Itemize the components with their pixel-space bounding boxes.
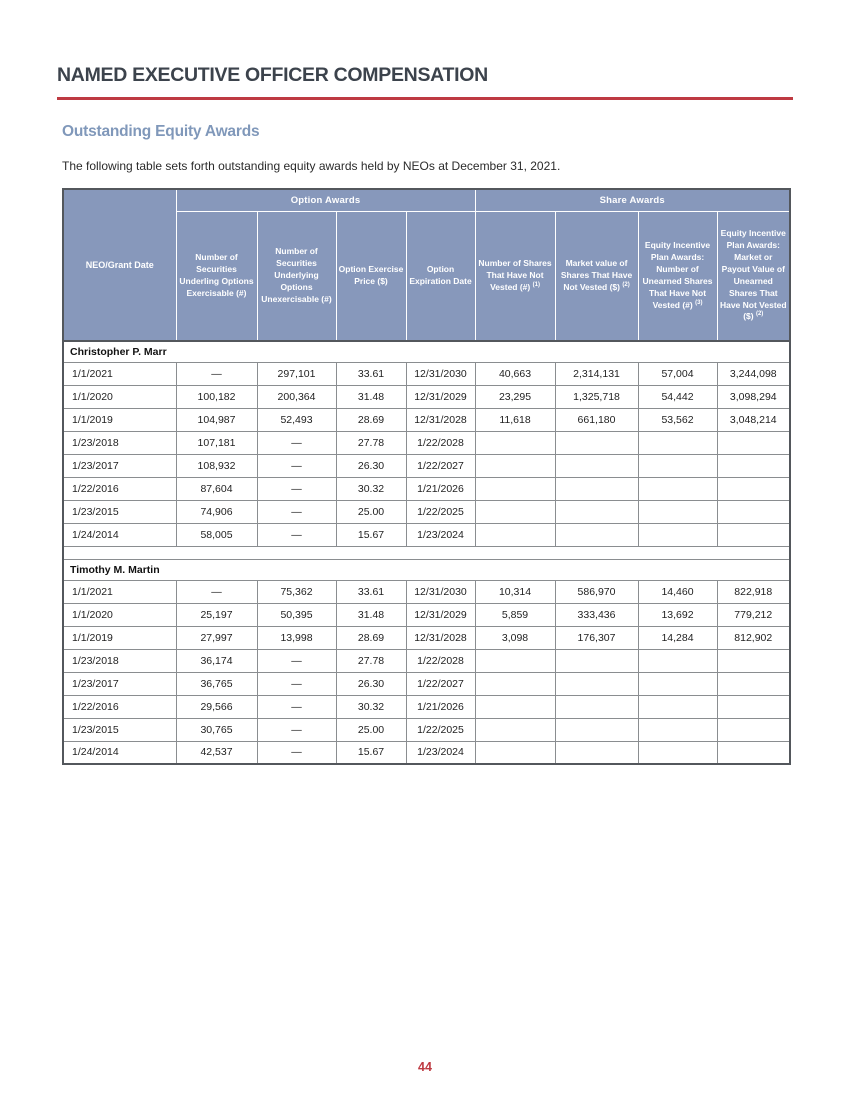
value-cell: 12/31/2028 xyxy=(406,408,475,431)
grant-date-cell: 1/22/2016 xyxy=(63,477,176,500)
column-header-cell: Number of Securities Underling Options Exercisable (#) xyxy=(176,211,257,341)
value-cell: 107,181 xyxy=(176,431,257,454)
grant-date-cell: 1/1/2021 xyxy=(63,362,176,385)
group-header-option-awards: Option Awards xyxy=(176,189,475,211)
value-cell: 25,197 xyxy=(176,603,257,626)
value-cell xyxy=(475,454,555,477)
section-name-row xyxy=(63,341,790,362)
value-cell xyxy=(475,695,555,718)
value-cell xyxy=(638,454,717,477)
value-cell: 26.30 xyxy=(336,672,406,695)
value-cell: 1,325,718 xyxy=(555,385,638,408)
value-cell: 1/22/2027 xyxy=(406,454,475,477)
grant-date-cell: 1/23/2017 xyxy=(63,672,176,695)
footnote-marker: (2) xyxy=(622,281,630,288)
footnote-marker: (2) xyxy=(755,311,764,318)
grant-date-cell: 1/22/2016 xyxy=(63,695,176,718)
value-cell: 15.67 xyxy=(336,741,406,764)
value-cell: 1/21/2026 xyxy=(406,477,475,500)
value-cell: — xyxy=(257,718,336,741)
value-cell xyxy=(638,672,717,695)
value-cell: 14,460 xyxy=(638,580,717,603)
value-cell: 36,765 xyxy=(176,672,257,695)
value-cell xyxy=(638,477,717,500)
corner-header-neo-grant-date: NEO/Grant Date xyxy=(63,189,176,341)
value-cell: 1/22/2028 xyxy=(406,431,475,454)
value-cell xyxy=(555,454,638,477)
value-cell xyxy=(475,500,555,523)
value-cell xyxy=(717,741,790,764)
value-cell: 2,314,131 xyxy=(555,362,638,385)
table-row xyxy=(63,672,790,695)
table-row xyxy=(63,362,790,385)
value-cell: 12/31/2030 xyxy=(406,362,475,385)
executive-name: Christopher P. Marr xyxy=(63,341,790,362)
value-cell: 42,537 xyxy=(176,741,257,764)
column-header-cell: Option Expiration Date xyxy=(406,211,475,341)
title-rule-divider xyxy=(57,97,793,100)
value-cell: 74,906 xyxy=(176,500,257,523)
value-cell: 13,998 xyxy=(257,626,336,649)
value-cell: — xyxy=(257,431,336,454)
grant-date-cell: 1/1/2020 xyxy=(63,385,176,408)
table-row xyxy=(63,523,790,546)
value-cell xyxy=(638,500,717,523)
value-cell xyxy=(555,523,638,546)
grant-date-cell: 1/24/2014 xyxy=(63,523,176,546)
value-cell xyxy=(475,431,555,454)
grant-date-cell: 1/23/2015 xyxy=(63,718,176,741)
value-cell: 5,859 xyxy=(475,603,555,626)
value-cell: 12/31/2030 xyxy=(406,580,475,603)
value-cell: 29,566 xyxy=(176,695,257,718)
value-cell: 3,098,294 xyxy=(717,385,790,408)
section-spacer-row xyxy=(63,546,790,559)
value-cell: — xyxy=(257,523,336,546)
value-cell: — xyxy=(257,500,336,523)
table-row xyxy=(63,626,790,649)
value-cell xyxy=(475,741,555,764)
grant-date-cell: 1/1/2021 xyxy=(63,580,176,603)
value-cell: 10,314 xyxy=(475,580,555,603)
column-header-cell: Number of Securities Underlying Options Unexercisable (#) xyxy=(257,211,336,341)
value-cell: 26.30 xyxy=(336,454,406,477)
executive-name: Timothy M. Martin xyxy=(63,559,790,580)
grant-date-cell: 1/23/2018 xyxy=(63,431,176,454)
value-cell: 40,663 xyxy=(475,362,555,385)
value-cell xyxy=(638,431,717,454)
value-cell xyxy=(717,649,790,672)
value-cell: 176,307 xyxy=(555,626,638,649)
value-cell: 87,604 xyxy=(176,477,257,500)
value-cell: 23,295 xyxy=(475,385,555,408)
value-cell xyxy=(555,741,638,764)
grant-date-cell: 1/23/2017 xyxy=(63,454,176,477)
value-cell: 104,987 xyxy=(176,408,257,431)
value-cell: 12/31/2029 xyxy=(406,603,475,626)
table-row xyxy=(63,408,790,431)
table-row xyxy=(63,649,790,672)
intro-paragraph: The following table sets forth outstanding equity awards held by NEOs at December 31, 2021. xyxy=(62,159,561,173)
value-cell: 27,997 xyxy=(176,626,257,649)
grant-date-cell: 1/23/2015 xyxy=(63,500,176,523)
footnote-marker: (3) xyxy=(695,299,703,306)
value-cell xyxy=(638,718,717,741)
value-cell xyxy=(638,649,717,672)
value-cell: 31.48 xyxy=(336,603,406,626)
table-row xyxy=(63,385,790,408)
grant-date-cell: 1/23/2018 xyxy=(63,649,176,672)
value-cell: 57,004 xyxy=(638,362,717,385)
value-cell: 36,174 xyxy=(176,649,257,672)
value-cell: 812,902 xyxy=(717,626,790,649)
value-cell: 1/23/2024 xyxy=(406,741,475,764)
value-cell: 3,048,214 xyxy=(717,408,790,431)
footnote-marker: (1) xyxy=(532,281,540,288)
value-cell: 100,182 xyxy=(176,385,257,408)
value-cell xyxy=(555,718,638,741)
value-cell: 75,362 xyxy=(257,580,336,603)
grant-date-cell: 1/1/2019 xyxy=(63,408,176,431)
value-cell: 52,493 xyxy=(257,408,336,431)
value-cell: — xyxy=(257,741,336,764)
value-cell xyxy=(555,672,638,695)
value-cell: 11,618 xyxy=(475,408,555,431)
value-cell: 661,180 xyxy=(555,408,638,431)
value-cell: — xyxy=(176,580,257,603)
value-cell xyxy=(717,454,790,477)
value-cell: 28.69 xyxy=(336,626,406,649)
value-cell xyxy=(717,672,790,695)
value-cell: 1/23/2024 xyxy=(406,523,475,546)
value-cell: 30.32 xyxy=(336,695,406,718)
value-cell: 27.78 xyxy=(336,649,406,672)
value-cell xyxy=(555,695,638,718)
column-header-cell: Equity Incentive Plan Awards: Market or Payout Value of Unearned Shares That Have Not Vested ($) $^{(2)}$ xyxy=(717,211,790,341)
value-cell xyxy=(555,477,638,500)
value-cell: 33.61 xyxy=(336,580,406,603)
value-cell: — xyxy=(257,649,336,672)
value-cell xyxy=(717,477,790,500)
value-cell: 1/22/2027 xyxy=(406,672,475,695)
table-row xyxy=(63,454,790,477)
grant-date-cell: 1/1/2019 xyxy=(63,626,176,649)
value-cell: 14,284 xyxy=(638,626,717,649)
value-cell: — xyxy=(257,454,336,477)
value-cell xyxy=(638,695,717,718)
value-cell: 1/22/2025 xyxy=(406,718,475,741)
value-cell: 297,101 xyxy=(257,362,336,385)
value-cell xyxy=(475,477,555,500)
value-cell: 28.69 xyxy=(336,408,406,431)
value-cell xyxy=(717,718,790,741)
value-cell xyxy=(475,523,555,546)
table-row xyxy=(63,603,790,626)
table-row xyxy=(63,477,790,500)
table-row xyxy=(63,695,790,718)
value-cell: — xyxy=(257,672,336,695)
value-cell xyxy=(475,718,555,741)
column-header-cell: Equity Incentive Plan Awards: Number of Unearned Shares That Have Not Vested (#) $^{(3)}$ xyxy=(638,211,717,341)
group-header-row xyxy=(63,189,790,211)
value-cell: 33.61 xyxy=(336,362,406,385)
value-cell xyxy=(555,500,638,523)
outstanding-equity-awards-table xyxy=(62,188,791,765)
column-header-cell: Number of Shares That Have Not Vested (#) $^{(1)}$ xyxy=(475,211,555,341)
value-cell xyxy=(475,649,555,672)
value-cell: 30,765 xyxy=(176,718,257,741)
value-cell: 58,005 xyxy=(176,523,257,546)
table-row xyxy=(63,500,790,523)
value-cell: 12/31/2028 xyxy=(406,626,475,649)
value-cell: 31.48 xyxy=(336,385,406,408)
page-title: NAMED EXECUTIVE OFFICER COMPENSATION xyxy=(57,64,488,86)
value-cell xyxy=(717,695,790,718)
value-cell: 50,395 xyxy=(257,603,336,626)
value-cell: 30.32 xyxy=(336,477,406,500)
value-cell: — xyxy=(257,477,336,500)
grant-date-cell: 1/1/2020 xyxy=(63,603,176,626)
value-cell: 200,364 xyxy=(257,385,336,408)
value-cell: 1/22/2028 xyxy=(406,649,475,672)
value-cell: 3,244,098 xyxy=(717,362,790,385)
value-cell xyxy=(717,431,790,454)
value-cell: 53,562 xyxy=(638,408,717,431)
value-cell: 333,436 xyxy=(555,603,638,626)
value-cell xyxy=(717,500,790,523)
value-cell: 13,692 xyxy=(638,603,717,626)
value-cell xyxy=(555,431,638,454)
value-cell: 3,098 xyxy=(475,626,555,649)
value-cell: 1/22/2025 xyxy=(406,500,475,523)
section-name-row xyxy=(63,559,790,580)
group-header-share-awards: Share Awards xyxy=(475,189,790,211)
value-cell: 108,932 xyxy=(176,454,257,477)
column-header-cell: Option Exercise Price ($) xyxy=(336,211,406,341)
value-cell: 15.67 xyxy=(336,523,406,546)
page-number: 44 xyxy=(418,1060,432,1074)
table-row xyxy=(63,718,790,741)
column-header-cell: Market value of Shares That Have Not Vested ($) $^{(2)}$ xyxy=(555,211,638,341)
value-cell: 779,212 xyxy=(717,603,790,626)
value-cell: 25.00 xyxy=(336,500,406,523)
value-cell: — xyxy=(176,362,257,385)
value-cell: 12/31/2029 xyxy=(406,385,475,408)
section-spacer xyxy=(63,546,790,559)
value-cell: 586,970 xyxy=(555,580,638,603)
section-heading: Outstanding Equity Awards xyxy=(62,123,260,140)
value-cell xyxy=(717,523,790,546)
table-row xyxy=(63,431,790,454)
value-cell xyxy=(475,672,555,695)
table-row xyxy=(63,580,790,603)
value-cell: 822,918 xyxy=(717,580,790,603)
value-cell: 54,442 xyxy=(638,385,717,408)
value-cell: 1/21/2026 xyxy=(406,695,475,718)
value-cell xyxy=(638,741,717,764)
value-cell xyxy=(555,649,638,672)
value-cell xyxy=(638,523,717,546)
value-cell: 25.00 xyxy=(336,718,406,741)
value-cell: 27.78 xyxy=(336,431,406,454)
table-row xyxy=(63,741,790,764)
value-cell: — xyxy=(257,695,336,718)
grant-date-cell: 1/24/2014 xyxy=(63,741,176,764)
